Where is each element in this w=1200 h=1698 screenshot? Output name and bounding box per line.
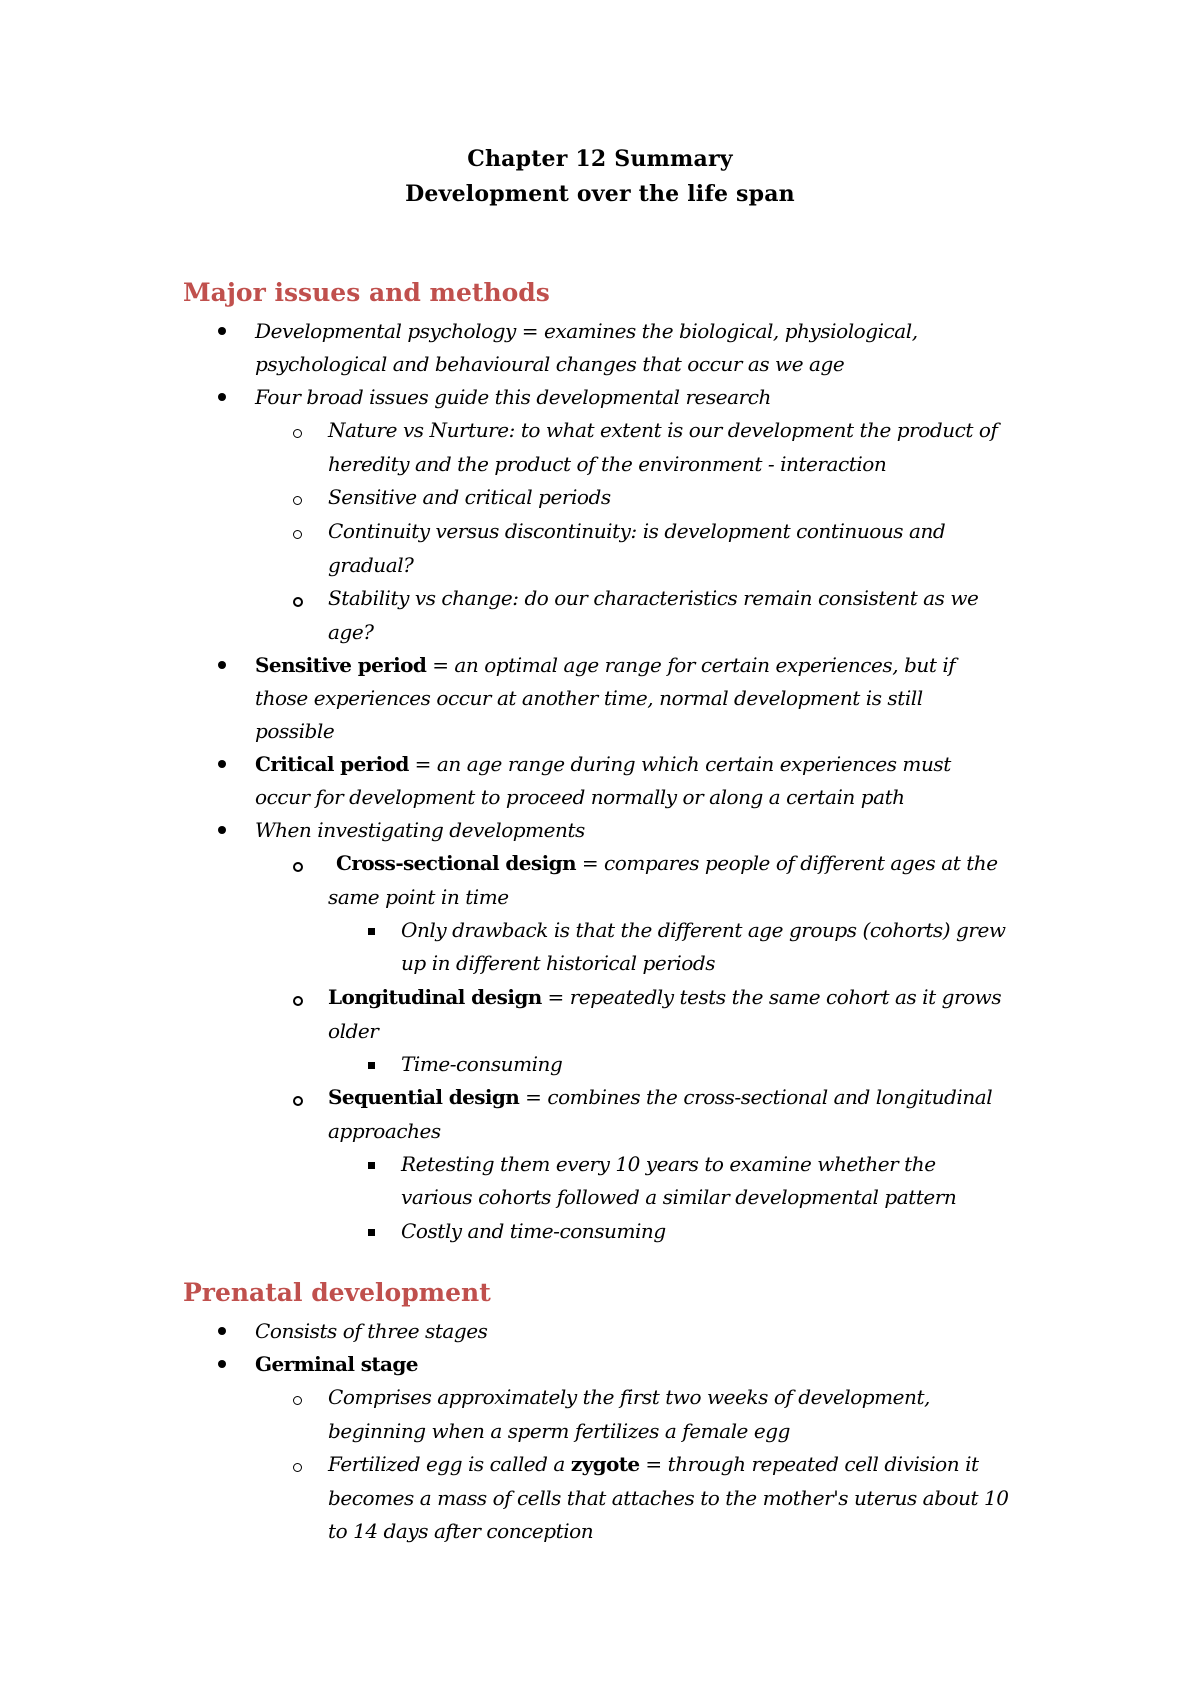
bullet-circle	[293, 1463, 302, 1472]
list-item: Developmental psychology = examines the biological, physiological,	[255, 319, 918, 343]
bullet-circle	[293, 496, 302, 505]
list-item-continuation: same point in time	[328, 885, 509, 909]
bullet-square	[368, 1162, 375, 1169]
list-item-continuation: possible	[255, 719, 335, 743]
section-heading-prenatal-development: Prenatal development	[183, 1278, 491, 1307]
bullet-circle	[293, 530, 302, 539]
list-item: Time-consuming	[401, 1052, 563, 1076]
list-item-continuation: those experiences occur at another time, normal development is still	[255, 686, 923, 710]
list-item: Stability vs change: do our characteristics remain consistent as we	[328, 586, 979, 610]
list-item: Longitudinal design = repeatedly tests the same cohort as it grows	[328, 985, 1002, 1009]
bullet-square	[368, 1229, 375, 1236]
list-item: Sensitive period = an optimal age range for certain experiences, but if	[255, 653, 956, 677]
bullet-circle-bold	[293, 996, 303, 1006]
bullet-dot	[218, 1327, 226, 1335]
bullet-circle	[293, 429, 302, 438]
list-item-continuation: becomes a mass of cells that attaches to the mother's uterus about 10	[328, 1486, 1009, 1510]
bullet-circle-bold	[293, 1096, 303, 1106]
list-item: When investigating developments	[255, 818, 585, 842]
list-item: Sensitive and critical periods	[328, 485, 611, 509]
list-item-continuation: occur for development to proceed normally or along a certain path	[255, 785, 905, 809]
term-longitudinal-design: Longitudinal design	[328, 985, 542, 1009]
list-item: Continuity versus discontinuity: is development continuous and	[328, 519, 946, 543]
bullet-dot	[218, 760, 226, 768]
term-sensitive-period: Sensitive period	[255, 653, 427, 677]
document-title: Chapter 12 Summary	[467, 146, 733, 172]
list-item: Consists of three stages	[255, 1319, 488, 1343]
bullet-circle-bold	[293, 862, 303, 872]
bullet-circle-bold	[293, 597, 303, 607]
list-item-continuation: psychological and behavioural changes that occur as we age	[255, 352, 845, 376]
list-item-continuation: approaches	[328, 1119, 441, 1143]
list-item-continuation: to 14 days after conception	[328, 1519, 594, 1543]
term-cross-sectional-design: Cross-sectional design	[336, 851, 576, 875]
bullet-dot	[218, 661, 226, 669]
list-item: Comprises approximately the first two weeks of development,	[328, 1385, 930, 1409]
document-subtitle: Development over the life span	[405, 181, 795, 207]
list-item: Four broad issues guide this developmental research	[255, 385, 771, 409]
term-germinal-stage: Germinal stage	[255, 1352, 418, 1376]
list-item: Cross-sectional design = compares people of different ages at the	[336, 851, 998, 875]
term-critical-period: Critical period	[255, 752, 409, 776]
list-item: Only drawback is that the different age groups (cohorts) grew	[401, 918, 1006, 942]
bullet-square	[368, 928, 375, 935]
bullet-square	[368, 1062, 375, 1069]
bullet-dot	[218, 393, 226, 401]
list-item-continuation: gradual?	[328, 553, 414, 577]
list-item-continuation: up in different historical periods	[401, 951, 716, 975]
bullet-dot	[218, 327, 226, 335]
bullet-dot	[218, 1360, 226, 1368]
list-item-continuation: heredity and the product of the environment - interaction	[328, 452, 887, 476]
list-item: Critical period = an age range during which certain experiences must	[255, 752, 951, 776]
term-sequential-design: Sequential design	[328, 1085, 520, 1109]
list-item: Costly and time-consuming	[401, 1219, 666, 1243]
list-item-continuation: various cohorts followed a similar developmental pattern	[401, 1185, 957, 1209]
list-item-continuation: age?	[328, 620, 374, 644]
list-item-continuation: older	[328, 1019, 379, 1043]
list-item: Sequential design = combines the cross-sectional and longitudinal	[328, 1085, 993, 1109]
list-item: Nature vs Nurture: to what extent is our development the product of	[328, 418, 998, 442]
list-item	[255, 1350, 418, 1378]
bullet-dot	[218, 826, 226, 834]
list-item: Retesting them every 10 years to examine whether the	[401, 1152, 936, 1176]
bullet-circle	[293, 1396, 302, 1405]
list-item-continuation: beginning when a sperm fertilizes a female egg	[328, 1419, 790, 1443]
term-zygote: zygote	[570, 1452, 640, 1476]
list-item: Fertilized egg is called a zygote = through repeated cell division it	[328, 1452, 979, 1476]
section-heading-major-issues: Major issues and methods	[183, 278, 550, 307]
